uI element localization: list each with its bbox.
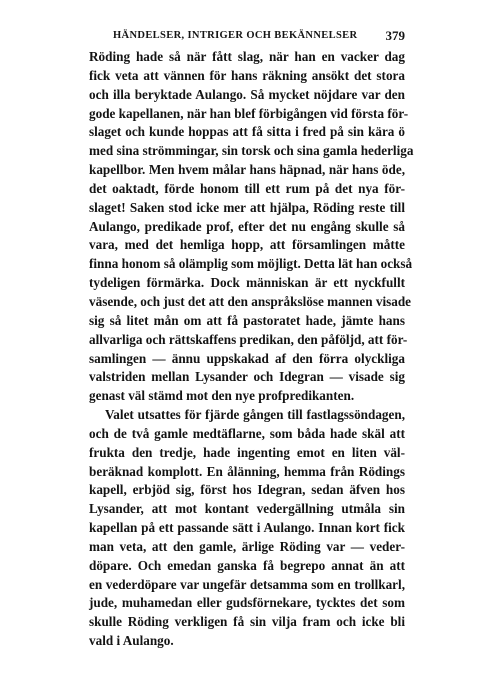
text-line: allvarliga och rättskaffens predikan, den påföljd, att för- <box>89 331 408 347</box>
text-line: slaget! Saken stod icke mer att hjälpa, Röding reste till <box>89 199 405 215</box>
running-head: HÄNDELSER, INTRIGER OCH BEKÄNNELSER <box>113 30 358 41</box>
text-line: samlingen — ännu uppskakad af den förra olyckliga <box>89 350 405 366</box>
text-line: döpare. Och emedan ganska få begrepo annat än att <box>89 557 405 573</box>
text-line: Valet utsattes för fjärde gången till fastlagssöndagen, <box>105 407 405 423</box>
text-line: gode kapellanen, när han blef förbigången vid första för- <box>89 105 409 121</box>
page-number: 379 <box>385 28 405 43</box>
text-line: Röding hade så när fått slag, när han en vacker dag <box>89 49 405 64</box>
text-line: jude, muhamedan eller gudsförnekare, tycktes det som <box>89 595 405 611</box>
text-line: slaget och kunde hoppas att få sitta i fred på sin kära ö <box>89 124 405 140</box>
text-line: man veta, att den gamle, ärlige Röding var — veder- <box>89 538 405 554</box>
text-line: finna honom så olämplig som möjligt. Detta lät han också <box>89 256 413 272</box>
text-line: tydeligen förmärka. Dock människan är ett nyckfullt <box>89 275 405 291</box>
text-line: fick veta att vännen för hans räkning ansökt det stora <box>89 67 405 83</box>
text-line: kapellan på ett passande sätt i Aulango. Innan kort fick <box>89 520 405 536</box>
text-line: och illa beryktade Aulango. Så mycket nöjdare var den <box>89 86 405 102</box>
text-line: det oaktadt, förde honom till ett rum på det nya för- <box>89 180 405 196</box>
text-line: Aulango, predikade prof, efter det nu engång skulle så <box>89 218 405 234</box>
paragraph <box>89 48 414 406</box>
text-line: en vederdöpare var ungefär detsamma som en trollkarl, <box>89 576 405 592</box>
paragraph <box>89 406 405 651</box>
page-header <box>89 28 405 46</box>
text-line: vara, med det hemliga hopp, att församlingen måtte <box>89 237 405 253</box>
text-line: beräknad komplott. En ålänning, hemma från Rödings <box>89 463 405 479</box>
text-line: och de två gamle medtäflarne, som båda hade skäl att <box>89 425 405 441</box>
text-line: kapell, erbjöd sig, först hos Idegran, sedan äfven hos <box>89 482 405 498</box>
text-line: kapellbor. Men hvem målar hans häpnad, när hans öde, <box>89 162 405 178</box>
text-line: skulle Röding verkligen få sin vilja fram och icke bli <box>89 614 405 630</box>
text-line: genast väl stämd mot den nye profpredikanten. <box>89 388 355 404</box>
text-line: frukta den tredje, hade ingenting emot en liten väl- <box>89 444 405 460</box>
text-line: sig så litet mån om att få pastoratet hade, jämte hans <box>89 312 405 328</box>
text-line: med sina strömmingar, sin torsk och sina gamla hederliga <box>89 143 414 159</box>
body-text <box>89 48 414 651</box>
text-line: väsende, och just det att den anspråkslöse mannen visade <box>89 293 412 309</box>
text-line: vald i Aulango. <box>89 633 174 649</box>
text-line: valstriden mellan Lysander och Idegran — visade sig <box>89 369 405 385</box>
text-line: Lysander, att mot kontant vedergällning utmåla sin <box>89 501 405 517</box>
